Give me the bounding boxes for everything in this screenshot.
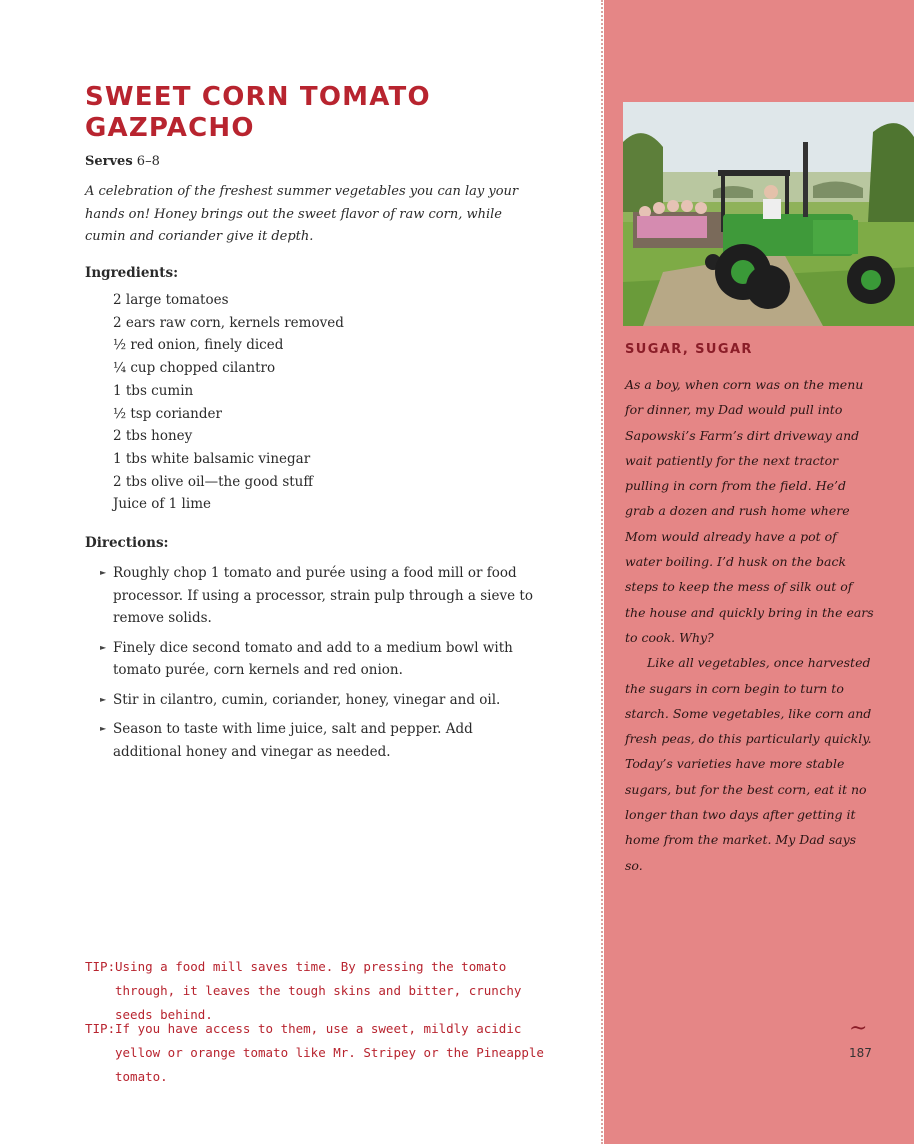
tip-tomato-variety [85, 1017, 555, 1089]
directions-list [100, 562, 545, 770]
ingredient-item: 1 tbs white balsamic vinegar [113, 450, 311, 467]
direction-step [100, 637, 545, 682]
tractor-photo [623, 102, 914, 326]
sidebar-paragraph: As a boy, when corn was on the menu for dinner, my Dad would pull into Sapowski’s Farm’s dirt driveway and wait patiently for the next tractor pulling in corn from the field. He’d grab a dozen and rush home where Mom would already have a pot of water boiling. I’d husk on the back steps to keep the mess of silk out of the house and quickly bring in the ears to cook. Why? [625, 377, 874, 645]
tip-text: Using a food mill saves time. By pressing the tomato through, it leaves the tough skins and bitter, crunchy seeds behind. [115, 959, 522, 1022]
serves-value: 6–8 [136, 154, 160, 169]
arrow-bullet-icon: ► [100, 642, 107, 652]
recipe-intro: A celebration of the freshest summer vegetables you can lay your hands on! Honey brings out the sweet flavor of raw corn, while cumin and coriander give it depth. [85, 184, 519, 244]
tip-text: If you have access to them, use a sweet, mildly acidic yellow or orange tomato like Mr. Stripey or the Pineapple tomato. [115, 1021, 544, 1084]
ingredient-item: 2 tbs olive oil—the good stuff [113, 473, 313, 490]
ingredient-item: 2 large tomatoes [113, 292, 229, 308]
direction-text: Finely dice second tomato and add to a medium bowl with tomato purée, corn kernels and red onion. [113, 639, 513, 678]
ingredients-heading: Ingredients: [85, 265, 179, 281]
arrow-bullet-icon: ► [100, 724, 107, 733]
page-number: 187 [849, 1046, 872, 1060]
ingredient-item: 1 tbs cumin [113, 382, 194, 399]
page-ornament: ~ [849, 1016, 868, 1041]
direction-text: Roughly chop 1 tomato and purée using a food mill or food processor. If using a processor, strain pulp through a sieve to remove solids. [113, 565, 533, 626]
ingredient-item: Juice of 1 lime [113, 496, 211, 513]
sidebar-story [625, 372, 875, 878]
direction-text: Season to taste with lime juice, salt and pepper. Add additional honey and vinegar as needed. [113, 721, 473, 760]
ingredients-list [113, 289, 344, 516]
serves-label: Serves [85, 154, 133, 169]
tip-label: TIP: [85, 959, 116, 974]
ingredient-item: 2 tbs honey [113, 428, 193, 445]
direction-step [100, 562, 545, 630]
sidebar-title: SUGAR, SUGAR [625, 342, 753, 357]
direction-text: Stir in cilantro, cumin, coriander, honey, vinegar and oil. [113, 691, 501, 708]
direction-step [100, 718, 545, 763]
ingredient-item: ¼ cup chopped cilantro [113, 360, 276, 377]
ingredient-item: ½ tsp coriander [113, 405, 222, 422]
direction-step [100, 689, 545, 712]
arrow-bullet-icon: ► [100, 568, 107, 577]
arrow-bullet-icon: ► [100, 694, 107, 704]
recipe-title: SWEET CORN TOMATO GAZPACHO [85, 82, 431, 143]
ingredient-item: 2 ears raw corn, kernels removed [113, 314, 344, 331]
tip-label: TIP: [85, 1021, 116, 1036]
ingredient-item: ½ red onion, finely diced [113, 337, 284, 354]
sidebar-paragraph: Like all vegetables, once harvested the sugars in corn begin to turn to starch. Some vegetables, like corn and fresh peas, do this particularly quickly. Today’s varieties have more stable sugars, but for the best corn, eat it no longer than two days after getting it home from the market. My Dad says so. [625, 655, 872, 873]
directions-heading: Directions: [85, 535, 169, 551]
serves-line [85, 154, 160, 169]
tractor-photo-icon [623, 102, 914, 326]
page-divider [601, 0, 603, 1144]
